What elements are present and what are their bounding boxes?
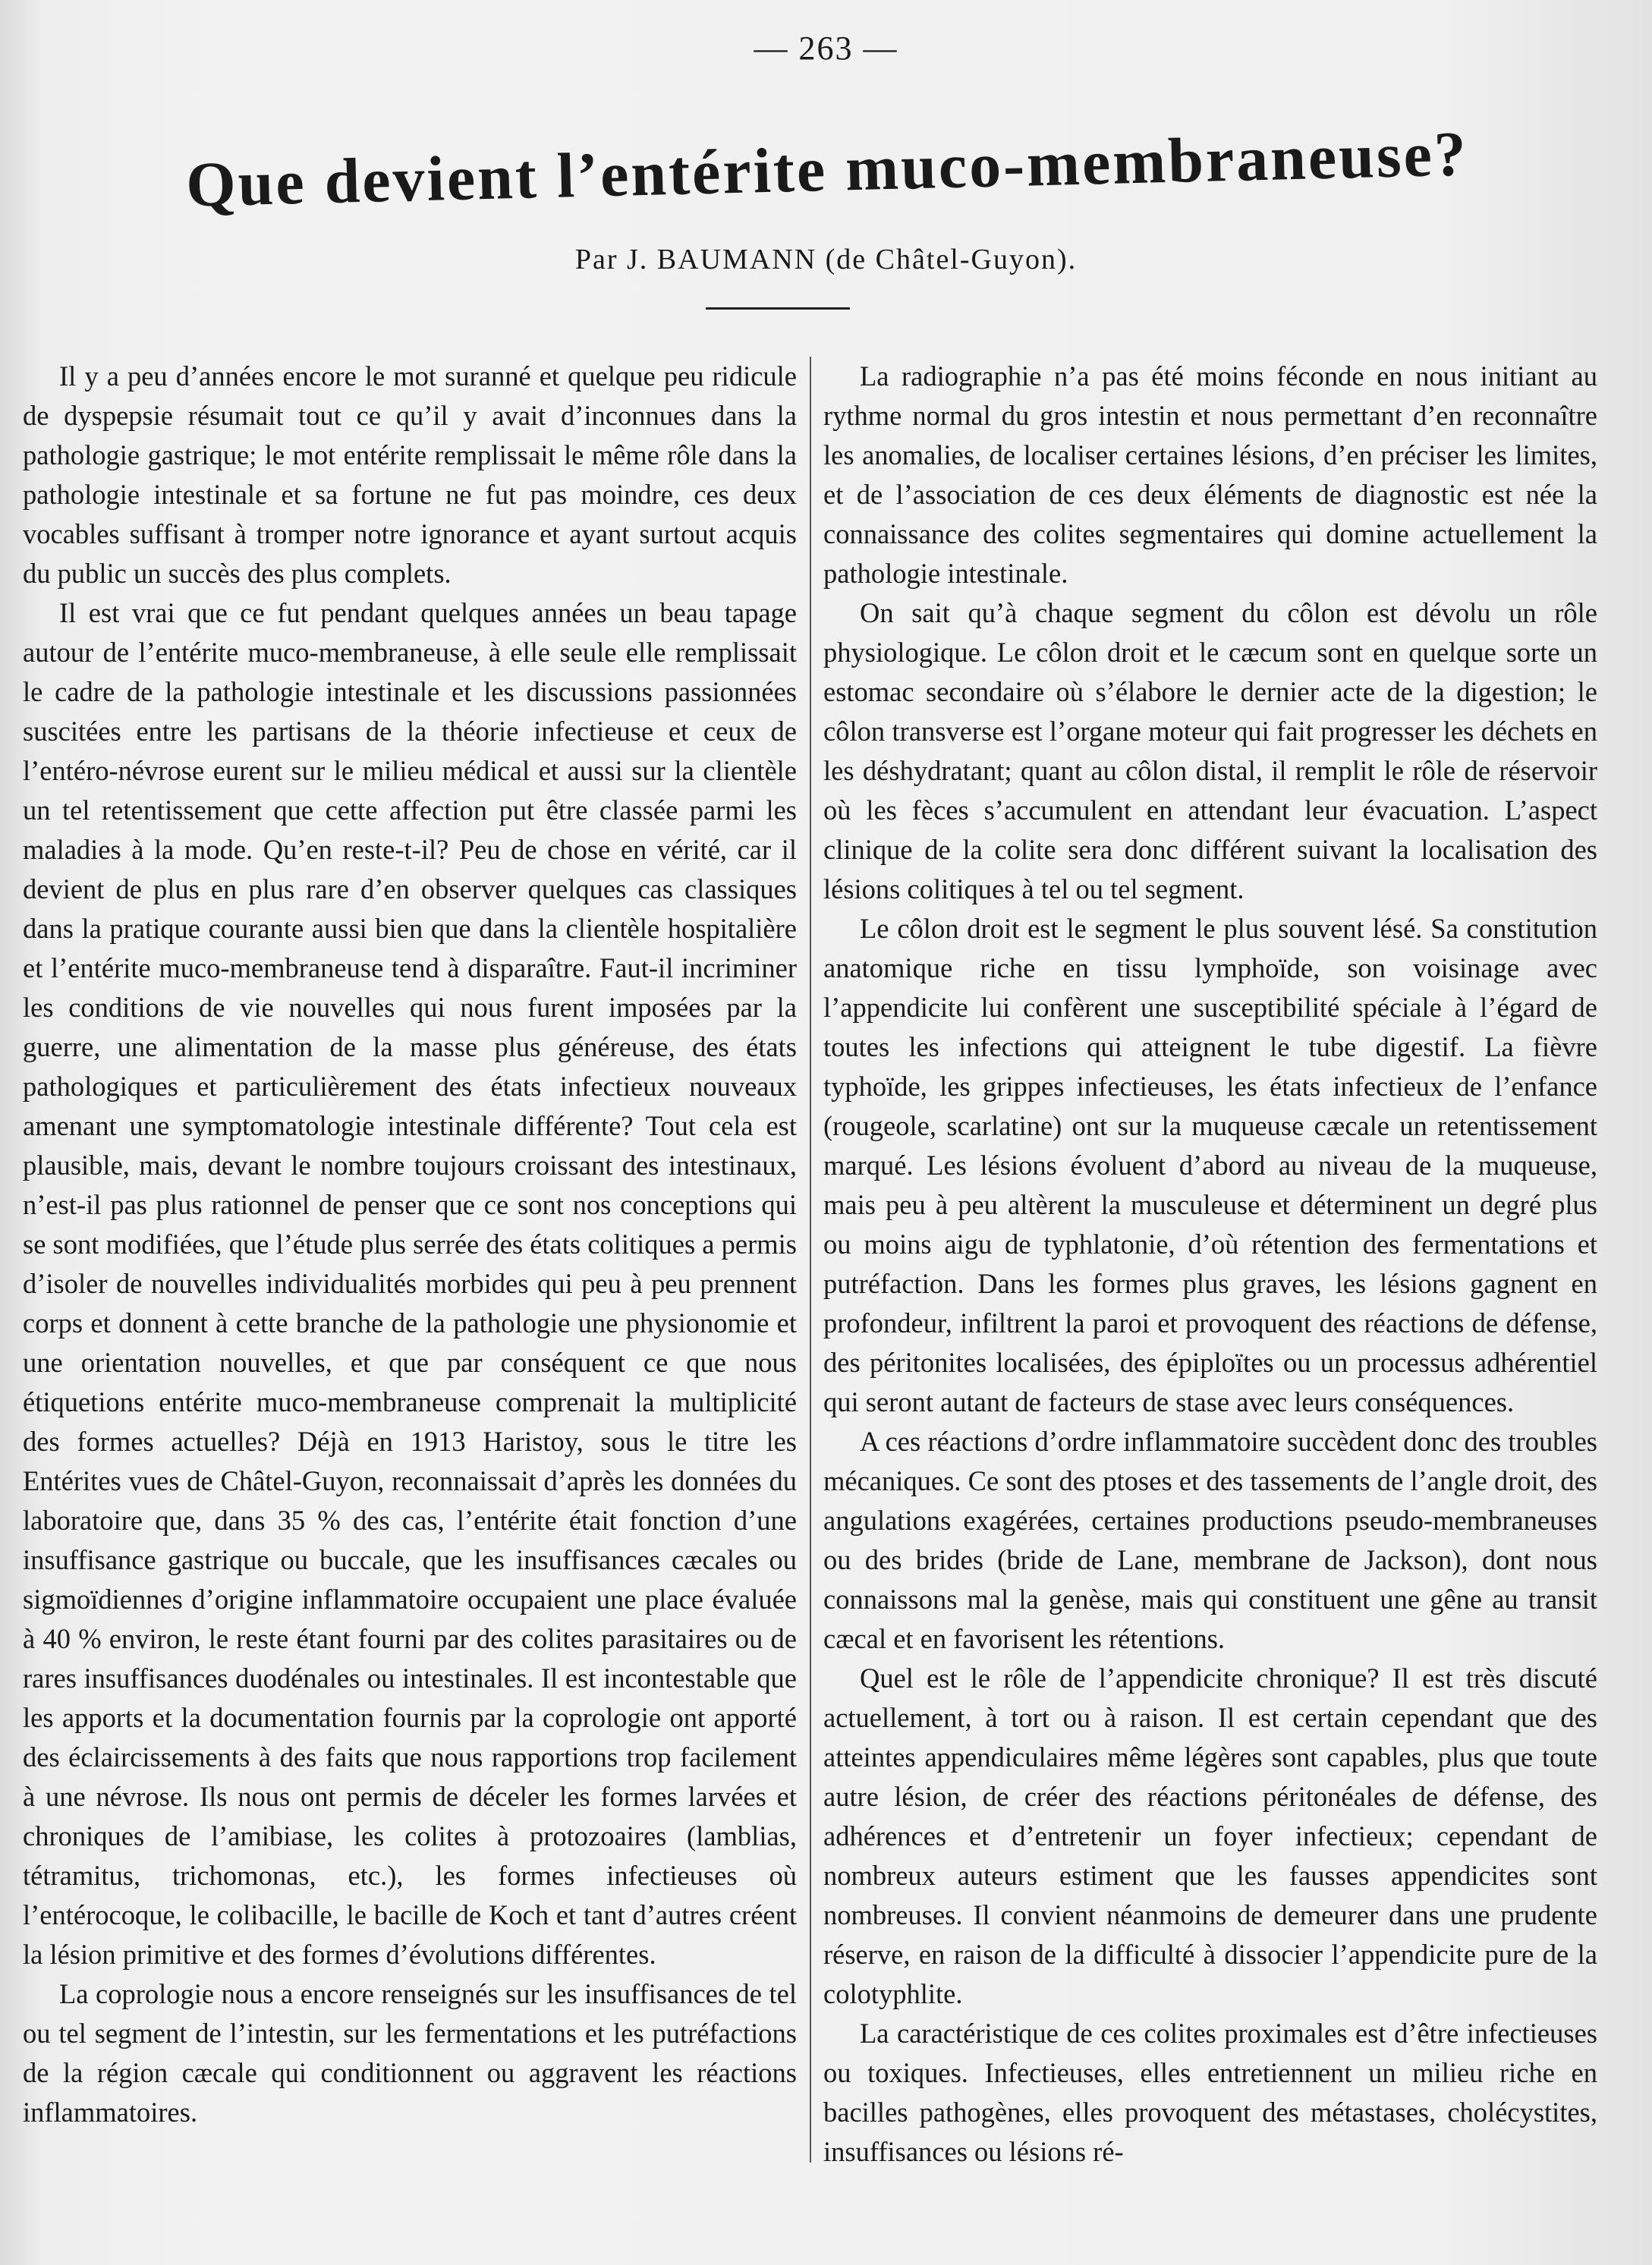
paragraph: A ces réactions d’ordre inflammatoire succèdent donc des troubles mécaniques. Ce sont des ptoses et des tassements de l’angle droit, des angulations exagérées, certaines productions pseudo-membraneuses ou des brides (bride de Lane, membrane de Jackson), dont nous connaissons mal la genèse, mais qui constituent une gêne au transit cæcal et en favorisent les rétentions.: [823, 1426, 1597, 1654]
paragraph: On sait qu’à chaque segment du côlon est dévolu un rôle physiologique. Le côlon droit et le cæcum sont en quelque sorte un estomac secondaire où s’élabore le dernier acte de la digestion; le côlon transverse est l’organe moteur qui fait progresser les déchets en les déshydratant; quant au côlon distal, il remplit le rôle de réservoir où les fèces s’accumulent en attendant leur évacuation. L’aspect clinique de la colite sera donc différent suivant la localisation des lésions colitiques à tel ou tel segment.: [823, 597, 1597, 904]
right-column: [823, 357, 1597, 2208]
left-column: [23, 357, 797, 2208]
paragraph: La caractéristique de ces colites proximales est d’être infectieuses ou toxiques. Infectieuses, elles entretiennent un milieu riche en bacilles pathogènes, elles provoquent des métastases, cholécystites, insuffisances ou lésions ré-: [823, 2018, 1597, 2167]
paragraph: Il est vrai que ce fut pendant quelques années un beau tapage autour de l’entérite muco-membraneuse, à elle seule elle remplissait le cadre de la pathologie intestinale et les discussions passionnées suscitées entre les partisans de la théorie infectieuse et ceux de l’entéro-névrose eurent sur le milieu médical et aussi sur la clientèle un tel retentissement que cette affection put être classée parmi les maladies à la mode. Qu’en reste-t-il? Peu de chose en vérité, car il devient de plus en plus rare d’en observer quelques cas classiques dans la pratique courante aussi bien que dans la clientèle hospitalière et l’entérite muco-membraneuse tend à disparaître. Faut-il incriminer les conditions de vie nouvelles qui nous furent imposées par la guerre, une alimentation de la masse plus généreuse, des états pathologiques et particulièrement des états infectieux nouveaux amenant une symptomatologie intestinale différente? Tout cela est plausible, mais, devant le nombre toujours croissant des intestinaux, n’est-il pas plus rationnel de penser que ce sont nos conceptions qui se sont modifiées, que l’étude plus serrée des états colitiques a permis d’isoler de nouvelles individualités morbides qui peu à peu prennent corps et donnent à cette branche de la pathologie une physionomie et une orientation nouvelles, et que par conséquent ce que nous étiquetions entérite muco-membraneuse comprenait la multiplicité des formes actuelles? Déjà en 1913 Haristoy, sous le titre les Entérites vues de Châtel-Guyon, reconnaissait d’après les données du laboratoire que, dans 35 % des cas, l’entérite était fonction d’une insuffisance gastrique ou buccale, que les insuffisances cæcales ou sigmoïdiennes d’origine inflammatoire occupaient une place évaluée à 40 % environ, le reste étant fourni par des colites parasitaires ou de rares insuffisances duodénales ou intestinales. Il est incontestable que les apports et la documentation fournis par la coprologie ont apporté des éclaircissements à des faits que nous rapportions trop facilement à une névrose. Ils nous ont permis de déceler les formes larvées et chroniques de l’amibiase, les colites à protozoaires (lamblias, tétramitus, trichomonas, etc.), les formes infectieuses où l’entérocoque, le colibacille, le bacille de Koch et tant d’autres créent la lésion primitive et des formes d’évolutions différentes.: [23, 597, 797, 1970]
column-divider: [810, 357, 811, 2163]
paragraph: Le côlon droit est le segment le plus souvent lésé. Sa constitution anatomique riche en tissu lymphoïde, son voisinage avec l’appendicite lui confèrent une susceptibilité spéciale à l’égard de toutes les infections qui atteignent le tube digestif. La fièvre typhoïde, les grippes infectieuses, les états infectieux de l’enfance (rougeole, scarlatine) ont sur la muqueuse cæcale un retentissement marqué. Les lésions évoluent d’abord au niveau de la muqueuse, mais peu à peu altèrent la musculeuse et déterminent un degré plus ou moins aigu de typhlatonie, d’où rétention des fermentations et putréfaction. Dans les formes plus graves, les lésions gagnent en profondeur, infiltrent la paroi et provoquent des réactions de défense, des péritonites localisées, des épiploïtes ou un processus adhérentiel qui seront autant de facteurs de stase avec leurs conséquences.: [823, 913, 1597, 1417]
paragraph: La radiographie n’a pas été moins féconde en nous initiant au rythme normal du gros intestin et nous permettant d’en reconnaître les anomalies, de localiser certaines lésions, d’en préciser les limites, et de l’association de ces deux éléments de diagnostic est née la connaissance des colites segmentaires qui domine actuellement la pathologie intestinale.: [823, 360, 1597, 589]
article-title: Que devient l’entérite muco-membraneuse?: [185, 118, 1469, 221]
paragraph: Quel est le rôle de l’appendicite chronique? Il est très discuté actuellement, à tort ou à raison. Il est certain cependant que des atteintes appendiculaires même légères sont capables, plus que toute autre lésion, de créer des réactions péritonéales de défense, des adhérences et d’entretenir un foyer infectieux; cependant de nombreux auteurs estiment que les fausses appendicites sont nombreuses. Il convient néanmoins de demeurer dans une prudente réserve, en raison de la difficulté à dissocier l’appendicite pure de la colotyphlite.: [823, 1663, 1597, 2009]
paragraph: Il y a peu d’années encore le mot suranné et quelque peu ridicule de dyspepsie résumait tout ce qu’il y avait d’inconnues dans la pathologie gastrique; le mot entérite remplissait le même rôle dans la pathologie intestinale et sa fortune ne fut pas moindre, ces deux vocables suffisant à tromper notre ignorance et ayant surtout acquis du public un succès des plus complets.: [23, 360, 797, 589]
article-byline: Par J. BAUMANN (de Châtel-Guyon).: [574, 244, 1078, 275]
title-rule: [706, 307, 850, 310]
paragraph: La coprologie nous a encore renseignés sur les insuffisances de tel ou tel segment de l’intestin, sur les fermentations et les putréfactions de la région cæcale qui conditionnent ou aggravent les réactions inflammatoires.: [23, 1978, 797, 2128]
page-number: — 263 —: [754, 30, 898, 67]
